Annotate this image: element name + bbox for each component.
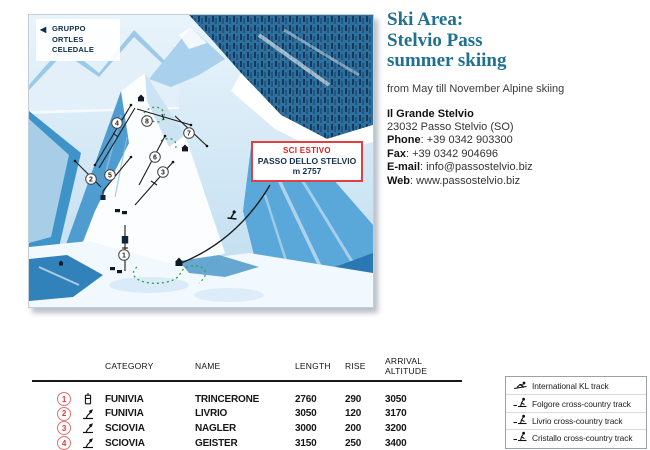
- contact-block: [387, 108, 645, 188]
- svg-text:4: 4: [115, 120, 119, 128]
- cell-altitude: 3400: [385, 437, 407, 449]
- cell-name: TRINCERONE: [195, 393, 260, 405]
- xc-skier-icon: [513, 431, 528, 442]
- table-row: [32, 392, 462, 407]
- region-label-line: ORTLES: [52, 34, 84, 44]
- lift-number-badge: 2: [57, 407, 71, 421]
- pass-label-altitude: m 2757: [292, 166, 322, 176]
- cell-length: 2760: [295, 393, 317, 405]
- svg-text:7: 7: [187, 130, 191, 138]
- cell-length: 3150: [295, 437, 317, 449]
- table-header-rule: [32, 380, 462, 382]
- cell-rise: 120: [345, 408, 362, 420]
- kl-skier-icon: [513, 379, 528, 390]
- contact-web: Web: www.passostelvio.biz: [387, 174, 521, 187]
- xc-skier-icon: [513, 397, 528, 408]
- region-label-line: GRUPPO: [52, 24, 86, 33]
- table-row: [32, 407, 462, 422]
- cell-name: GEISTER: [195, 437, 238, 449]
- legend-item: [506, 378, 646, 394]
- lift-number-badge: 1: [57, 392, 71, 406]
- drag-lift-icon: [82, 437, 94, 449]
- contact-fax: Fax: +39 0342 904696: [387, 147, 499, 160]
- svg-text:8: 8: [145, 118, 149, 126]
- legend-item: [506, 412, 646, 429]
- drag-lift-icon: [82, 408, 94, 420]
- page-title: [387, 10, 645, 72]
- contact-email: E-mail: info@passostelvio.biz: [387, 161, 533, 174]
- cell-altitude: 3200: [385, 422, 407, 434]
- table-header-row: [32, 356, 462, 380]
- lift-number-badge: 3: [57, 421, 71, 435]
- lift-table: [32, 356, 462, 450]
- cell-rise: 250: [345, 437, 362, 449]
- info-panel: [387, 10, 645, 188]
- cell-altitude: 3050: [385, 393, 407, 405]
- left-arrow-icon: ◀: [40, 25, 47, 34]
- legend-item: [506, 394, 646, 411]
- svg-text:6: 6: [153, 154, 157, 162]
- contact-address: 23032 Passo Stelvio (SO): [387, 120, 514, 133]
- contact-phone: Phone: +39 0342 903300: [387, 134, 513, 147]
- cell-name: LIVRIO: [195, 408, 228, 420]
- cell-altitude: 3170: [385, 408, 407, 420]
- pass-label: [251, 141, 363, 182]
- map-legend: [505, 376, 647, 449]
- svg-text:3: 3: [161, 169, 165, 177]
- cell-category: SCIOVIA: [105, 437, 145, 449]
- pass-label-title: SCI ESTIVO: [283, 146, 331, 155]
- legend-label: Livrio cross-country track: [532, 415, 623, 426]
- col-header-category: CATEGORY: [105, 361, 154, 371]
- title-line: summer skiing: [387, 50, 507, 71]
- cell-length: 3050: [295, 408, 317, 420]
- legend-label: Folgore cross-country track: [532, 398, 631, 409]
- cell-length: 3000: [295, 422, 317, 434]
- col-header-rise: RISE: [345, 361, 366, 371]
- cell-name: NAGLER: [195, 422, 237, 434]
- cell-rise: 200: [345, 422, 362, 434]
- legend-item: [506, 429, 646, 446]
- drag-lift-icon: [82, 422, 94, 434]
- cell-category: FUNIVIA: [105, 408, 144, 420]
- ski-trail-map: [28, 14, 374, 308]
- lift-number-badge: 4: [57, 436, 71, 450]
- svg-text:1: 1: [122, 252, 126, 260]
- table-row: [32, 436, 462, 450]
- title-line: Ski Area:: [387, 9, 464, 30]
- region-label: [36, 19, 120, 61]
- col-header-name: NAME: [195, 361, 221, 371]
- cable-car-icon: [82, 393, 94, 405]
- title-line: Stelvio Pass: [387, 29, 483, 51]
- season-subtitle: from May till November Alpine skiing: [387, 82, 565, 95]
- region-label-line: CELEDALE: [52, 45, 95, 54]
- col-header-length: LENGTH: [295, 361, 331, 371]
- legend-label: Cristallo cross-country track: [532, 433, 633, 444]
- cell-category: FUNIVIA: [105, 393, 144, 405]
- legend-label: International KL track: [532, 381, 609, 392]
- col-header-altitude: ARRIVAL ALTITUDE: [385, 356, 428, 376]
- cell-category: SCIOVIA: [105, 422, 145, 434]
- cell-rise: 290: [345, 393, 362, 405]
- pass-label-name: PASSO DELLO STELVIO: [257, 156, 357, 166]
- contact-name: Il Grande Stelvio: [387, 107, 474, 120]
- svg-text:2: 2: [89, 176, 93, 184]
- svg-text:5: 5: [108, 172, 112, 180]
- xc-skier-icon: [513, 414, 528, 425]
- table-row: [32, 421, 462, 436]
